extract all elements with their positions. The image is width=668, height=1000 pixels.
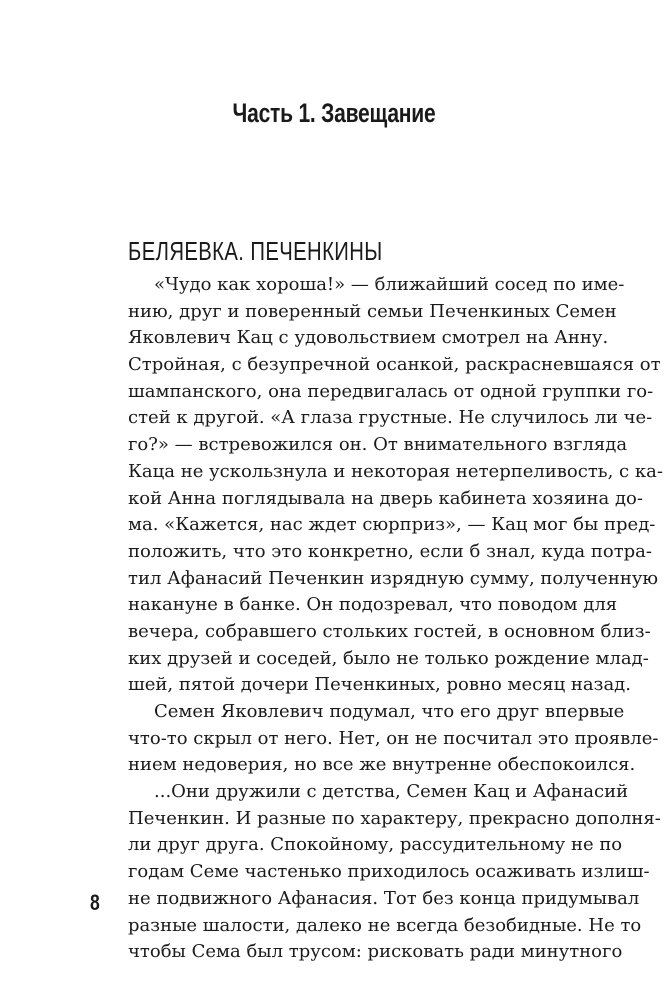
text-line: разные шалости, далеко не всегда безобидные. Не то xyxy=(128,914,642,936)
text-line: Семен Яковлевич подумал, что его друг впервые xyxy=(154,701,625,722)
text-line: чтобы Сема был трусом: рисковать ради минутного xyxy=(128,941,623,963)
text-line: го?» — встревожился он. От внимательного взгляда xyxy=(128,434,628,456)
text-line: ких друзей и соседей, было не только рождение млад- xyxy=(128,647,649,669)
text-line: Яковлевич Кац с удовольствием смотрел на Анну. xyxy=(128,327,609,349)
text-line: нием недоверия, но все же внутренне обеспокоился. xyxy=(128,754,636,776)
text-line: ма. «Кажется, нас ждет сюрприз», — Кац мог бы пред- xyxy=(128,514,656,536)
page-number: 8 xyxy=(90,890,100,915)
text-line: накануне в банке. Он подозревал, что поводом для xyxy=(128,594,618,616)
text-line: нию, друг и поверенный семьи Печенкиных Семен xyxy=(128,300,617,322)
text-line: что-то скрыл от него. Нет, он не посчитал это проявле- xyxy=(128,727,659,749)
text-line: шампанского, она передвигалась от одной группки го- xyxy=(128,380,654,402)
text-line: Каца не ускользнула и некоторая нетерпеливость, с ка- xyxy=(128,460,663,482)
text-line: тил Афанасий Печенкин изрядную сумму, полученную xyxy=(128,567,659,589)
chapter-title: БЕЛЯЕВКА. ПЕЧЕНКИНЫ xyxy=(128,236,383,266)
body-text xyxy=(128,272,663,966)
text-line: кой Анна поглядывала на дверь кабинета хозяина до- xyxy=(128,487,643,509)
text-line: ...Они дружили с детства, Семен Кац и Афанасий xyxy=(154,781,629,803)
part-title: Часть 1. Завещание xyxy=(232,98,436,128)
text-line: положить, что это конкретно, если б знал, куда потра- xyxy=(128,540,652,562)
text-line: вечера, собравшего стольких гостей, в основном близ- xyxy=(128,620,651,642)
text-line: не подвижного Афанасия. Тот без конца придумывал xyxy=(128,887,640,909)
text-line: годам Семе частенько приходилось осаживать излиш- xyxy=(128,861,650,883)
text-line: Печенкин. И разные по характеру, прекрасно дополня- xyxy=(128,807,661,829)
text-line: ли друг друга. Спокойному, рассудительному не по xyxy=(128,834,623,856)
text-line: «Чудо как хороша!» — ближайший сосед по име- xyxy=(154,274,625,295)
text-line: стей к другой. «А глаза грустные. Не случилось ли че- xyxy=(128,407,653,429)
text-line: Стройная, с безупречной осанкой, раскрасневшаяся от xyxy=(128,354,661,376)
text-line: шей, пятой дочери Печенкиных, ровно месяц назад. xyxy=(128,674,631,696)
